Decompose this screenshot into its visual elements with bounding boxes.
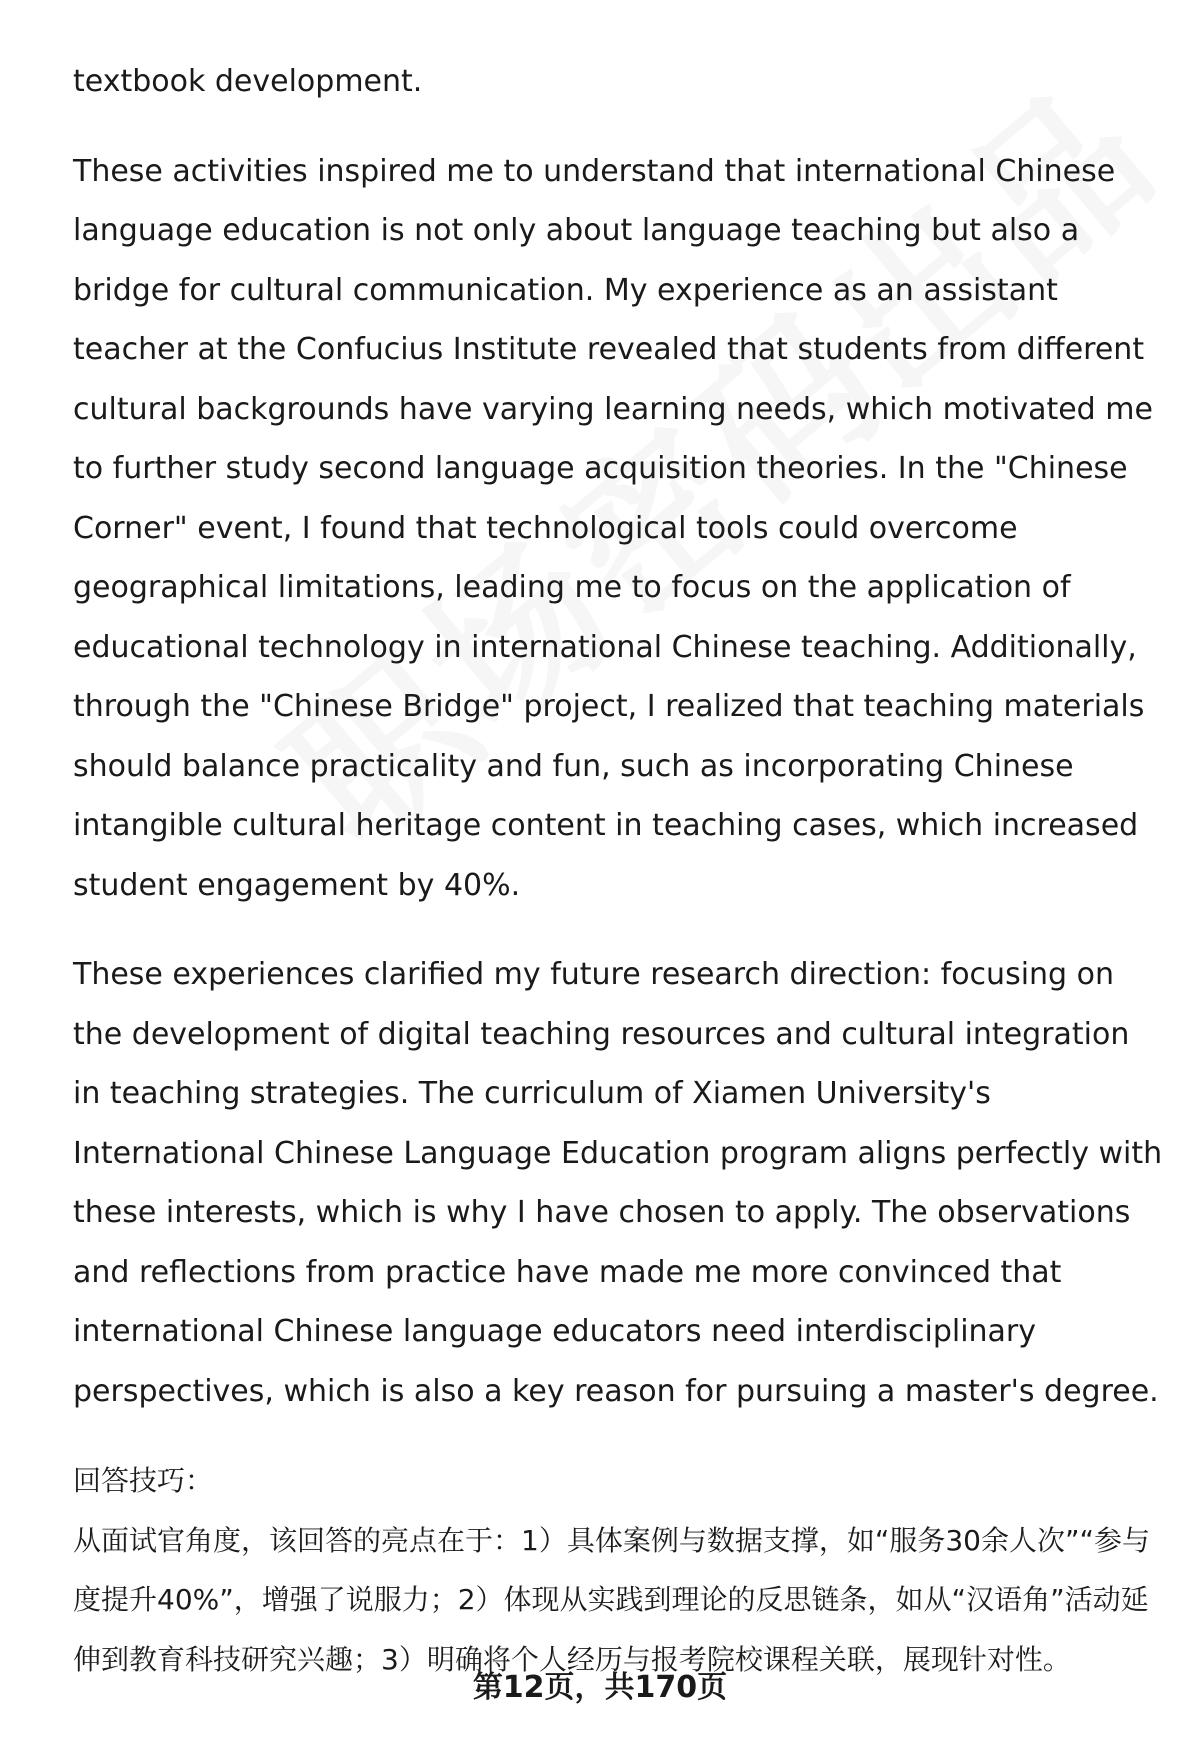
- answer-tips-body: 从面试官角度，该回答的亮点在于：1）具体案例与数据支撑，如“服务30余人次”“参与度提升40%”，增强了说服力；2）体现从实践到理论的反思链条，如从“汉语角”活动延伸到教育科技研究兴趣；3）明确将个人经历与报考院校课程关联，展现针对性。: [73, 1523, 1150, 1676]
- page-number-footer: 第12页，共170页: [472, 1670, 728, 1705]
- page-content: [73, 52, 1163, 1689]
- paragraph-research-direction: These experiences clarified my future research direction: focusing on the development of digital teaching resources and cultural integration in teaching strategies. The curriculum of Xiamen University's International Chinese Language Education program aligns perfectly with these interests, which is why I have chosen to apply. The observations and reflections from practice have made me more convinced that international Chinese language educators need interdisciplinary perspectives, which is also a key reason for pursuing a master's degree.: [73, 957, 1163, 1409]
- paragraph-activities-reflection: These activities inspired me to understand that international Chinese language education is not only about language teaching but also a bridge for cultural communication. My experience as an assistant teacher at the Confucius Institute revealed that students from different cultural backgrounds have varying learning needs, which motivated me to further study second language acquisition theories. In the "Chinese Corner" event, I found that technological tools could overcome geographical limitations, leading me to focus on the application of educational technology in international Chinese teaching. Additionally, through the "Chinese Bridge" project, I realized that teaching materials should balance practicality and fun, such as incorporating Chinese intangible cultural heritage content in teaching cases, which increased student engagement by 40%.: [73, 153, 1153, 903]
- paragraph-continuation: textbook development.: [73, 64, 423, 99]
- answer-tips-heading: 回答技巧：: [73, 1464, 214, 1497]
- answer-tips-section: [73, 1451, 1163, 1689]
